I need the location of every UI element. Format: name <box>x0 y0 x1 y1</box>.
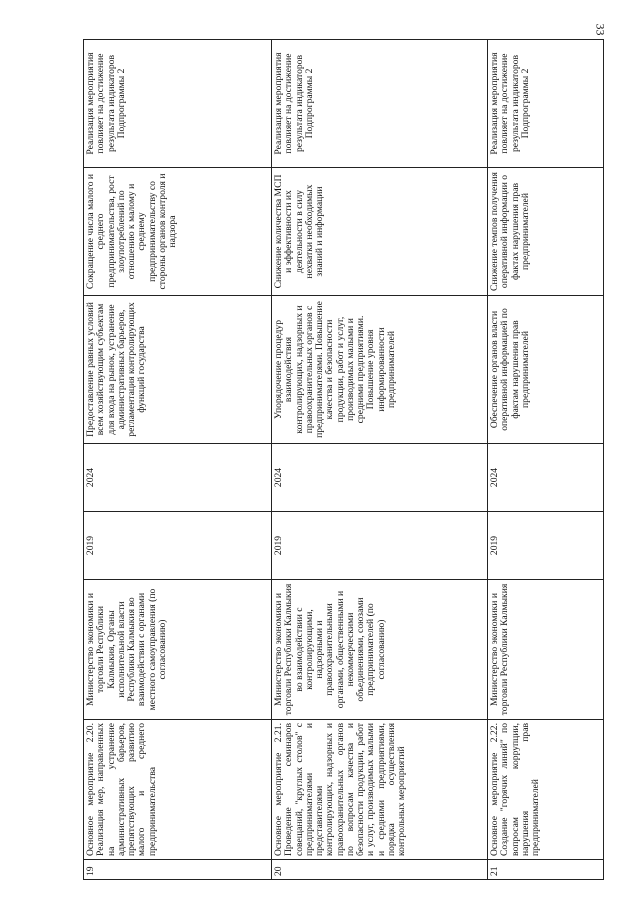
row-number: 19 <box>84 860 272 880</box>
table-row <box>84 40 272 880</box>
executor: Министерство экономики и торговли Республики Калмыкия <box>488 580 604 720</box>
year-start: 2019 <box>272 512 488 580</box>
expected-result: Предоставление равных условий всем хозяйствующим субъектам для входа на рынок, устранение административных барьеров, регламентация контролирующих функций государства <box>84 296 272 444</box>
executor: Министерство экономики и торговли Республики Калмыкия во взаимодействии с контролирующими, надзорными и правоохранительными органами, общественными и некоммерческими объединениями, союзами предпринимателей (по согласованию) <box>272 580 488 720</box>
page-number: 33 <box>593 23 608 36</box>
table-row <box>488 40 604 880</box>
year-end: 2024 <box>272 444 488 512</box>
risk: Снижение количества МСП и эффективности их деятельности в силу нехватки необходимых знаний и информации <box>272 168 488 296</box>
rotated-page <box>83 40 603 880</box>
year-end: 2024 <box>488 444 604 512</box>
table-row <box>272 40 488 880</box>
risk: Снижение темпов получения оперативной информации о фактах нарушения прав предпринимателей <box>488 168 604 296</box>
indicator-link: Реализация мероприятия повлияет на достижение результата индикаторов Подпрограммы 2 <box>84 40 272 168</box>
year-start: 2019 <box>84 512 272 580</box>
row-number: 21 <box>488 860 604 880</box>
event-name: Основное мероприятие 2.20. Реализация мер, направленных на устранение административных барьеров, препятствующих развитию малого и среднего предпринимательства <box>84 720 272 860</box>
row-number: 20 <box>272 860 488 880</box>
expected-result: Обеспечение органов власти оперативной информацией по фактам нарушения прав предпринимателей <box>488 296 604 444</box>
year-end: 2024 <box>84 444 272 512</box>
executor: Министерство экономики и торговли Республики Калмыкия, Органы исполнительной власти Республики Калмыкия во взаимодействии с органами местного самоуправления (по согласованию) <box>84 580 272 720</box>
event-name: Основное мероприятие 2.22. Создание "горячих линий" по вопросам коррупции, нарушения прав предпринимателей <box>488 720 604 860</box>
expected-result: Упорядочение процедур взаимодействия контролирующих, надзорных и правоохранительных органов с предпринимателями. Повышение качества и безопасности продукции, работ и услуг, производимых малыми и средними предприятиями. Повышение уровня информированности предпринимателей <box>272 296 488 444</box>
indicator-link: Реализация мероприятия повлияет на достижение результата индикаторов Подпрограммы 2 <box>272 40 488 168</box>
year-start: 2019 <box>488 512 604 580</box>
indicator-link: Реализация мероприятия повлияет на достижение результата индикаторов Подпрограммы 2 <box>488 40 604 168</box>
events-table <box>83 39 604 880</box>
risk: Сокращение числа малого и среднего предпринимательства, рост злоупотреблений по отношению к малому и среднему предпринимательству со стороны органов контроля и надзора <box>84 168 272 296</box>
event-name: Основное мероприятие 2.21. Проведение семинаров совещаний, "круглых столов" с предпринимателями и представителями контролирующих, надзорных и правоохранительных органов по вопросам качества и безопасности продукции, работ и услуг, производимых малыми и средними предприятиями, порядка осуществления контрольных мероприятий <box>272 720 488 860</box>
